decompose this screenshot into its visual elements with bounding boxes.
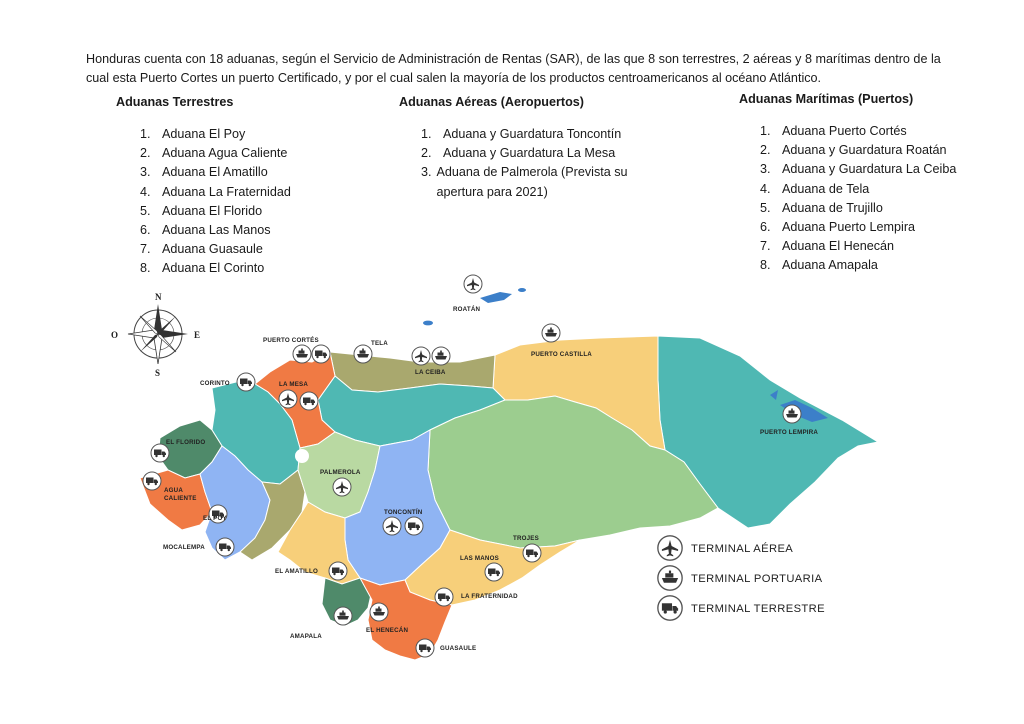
compass-s: S xyxy=(155,368,161,378)
label-roatan: ROATÁN xyxy=(453,306,481,313)
legend-land-label: TERMINAL TERRESTRE xyxy=(691,603,826,615)
intro-paragraph: Honduras cuenta con 18 aduanas, según el Servicio de Administración de Rentas (SAR), de las que 8 son terrestres, 2 aéreas y 8 marítimas dentro de la cual esta Puerto Cortes un puerto Certificado, y por el cual salen la mayoría de los productos centroamericanos al océano Atlántico. xyxy=(86,52,941,85)
list-number: 8. xyxy=(140,261,151,276)
el-florido-land-icon xyxy=(151,444,169,462)
list-number: 5. xyxy=(140,203,151,218)
compass-e: E xyxy=(194,330,201,340)
list-item-label: Aduana El Florido xyxy=(162,203,263,218)
list-item-label: Aduana y Guardatura La Mesa xyxy=(443,146,616,161)
mocalempa-land-icon xyxy=(216,538,234,556)
label-puerto-castilla: PUERTO CASTILLA xyxy=(531,351,592,358)
puerto-castilla-port-icon xyxy=(542,324,560,342)
list-number: 1. xyxy=(140,127,151,141)
list-item-label: Aduana de Tela xyxy=(782,181,870,196)
island-guanaja xyxy=(518,288,526,292)
la-mesa-air-icon xyxy=(279,390,297,408)
label-tela: TELA xyxy=(371,340,388,347)
label-la-fraternidad: LA FRATERNIDAD xyxy=(461,593,518,600)
list-item-label: Aduana y Guardatura Toncontín xyxy=(443,127,622,141)
island-roatan xyxy=(480,292,512,303)
list-number: 4. xyxy=(760,181,771,196)
compass-n: N xyxy=(155,292,162,302)
label-palmerola: PALMEROLA xyxy=(320,469,361,476)
label-el-henecan: EL HENECÁN xyxy=(366,627,409,634)
list-number: 4. xyxy=(140,184,151,199)
list-item-label: Aduana Agua Caliente xyxy=(162,146,288,161)
list-item-label: Aduana Puerto Cortés xyxy=(782,124,907,138)
island-utila xyxy=(423,321,433,326)
label-la-ceiba: LA CEIBA xyxy=(415,369,446,376)
list-item-label: Aduana El Corinto xyxy=(162,261,265,276)
label-el-amatillo: EL AMATILLO xyxy=(275,568,318,575)
terrestres-title: Aduanas Terrestres xyxy=(116,95,234,109)
la-ceiba-air-icon xyxy=(412,347,430,365)
trojes-land-icon xyxy=(523,544,541,562)
list-item-label: Aduana El Poy xyxy=(162,127,246,141)
list-item-label: Aduana El Henecán xyxy=(782,239,895,254)
list-item-label: Aduana de Palmerola (Prevista su apertura para 2021) xyxy=(436,165,628,199)
label-agua-caliente: AGUA xyxy=(164,487,184,494)
list-number: 1. xyxy=(760,124,771,138)
label-las-manos: LAS MANOS xyxy=(460,555,499,562)
legend-land-icon xyxy=(658,596,682,620)
toncontin-air-icon xyxy=(383,517,401,535)
label-puerto-cortes: PUERTO CORTÉS xyxy=(263,337,319,344)
list-number: 3. xyxy=(421,165,432,180)
roatan-air-icon xyxy=(464,275,482,293)
list-number: 3. xyxy=(760,162,771,177)
guasaule-land-icon xyxy=(416,639,434,657)
la-fraternidad-land-icon xyxy=(435,588,453,606)
list-number: 3. xyxy=(140,165,151,180)
list-number: 5. xyxy=(760,200,771,215)
list-item-label: Aduana Las Manos xyxy=(162,223,271,238)
label-amapala: AMAPALA xyxy=(290,633,322,640)
label-corinto: CORINTO xyxy=(200,380,230,387)
list-number: 6. xyxy=(140,223,151,238)
puerto-cortes-land-icon xyxy=(312,345,330,363)
map-legend xyxy=(658,536,825,620)
agua-caliente-land-icon xyxy=(143,472,161,490)
label-agua-caliente-2: CALIENTE xyxy=(164,495,197,502)
aereas-title: Aduanas Aéreas (Aeropuertos) xyxy=(399,95,584,109)
legend-port-icon xyxy=(658,566,682,590)
la-mesa-land-icon xyxy=(300,392,318,410)
list-item-label: Aduana Amapala xyxy=(782,258,878,273)
compass-o: O xyxy=(111,330,119,340)
maritimas-title: Aduanas Marítimas (Puertos) xyxy=(739,92,914,106)
label-la-mesa: LA MESA xyxy=(279,381,309,388)
list-number: 2. xyxy=(421,146,432,161)
legend-air-label: TERMINAL AÉREA xyxy=(691,543,794,555)
tela-port-icon xyxy=(354,345,372,363)
label-el-florido: EL FLORIDO xyxy=(166,439,206,446)
la-ceiba-port-icon xyxy=(432,347,450,365)
list-number: 6. xyxy=(760,220,771,235)
corinto-land-icon xyxy=(237,373,255,391)
puerto-cortes-port-icon xyxy=(293,345,311,363)
compass-rose xyxy=(111,292,200,378)
label-el-poy: EL POY xyxy=(203,515,227,522)
list-item-label: Aduana El Amatillo xyxy=(162,165,268,180)
toncontin-land-icon xyxy=(405,517,423,535)
las-manos-land-icon xyxy=(485,563,503,581)
list-number: 2. xyxy=(760,143,771,158)
label-puerto-lempira: PUERTO LEMPIRA xyxy=(760,429,819,436)
list-item-label: Aduana y Guardatura La Ceiba xyxy=(782,162,957,177)
puerto-lempira-port-icon xyxy=(783,405,801,423)
label-guasaule: GUASAULE xyxy=(440,645,477,652)
list-number: 7. xyxy=(760,239,771,254)
amapala-port-icon xyxy=(334,607,352,625)
label-toncontin: TONCONTÍN xyxy=(384,509,423,516)
list-number: 7. xyxy=(140,242,151,257)
list-item-label: Aduana Guasaule xyxy=(162,242,263,257)
list-item-label: Aduana Puerto Lempira xyxy=(782,220,916,235)
list-number: 8. xyxy=(760,258,771,273)
legend-air-icon xyxy=(658,536,682,560)
list-item-label: Aduana y Guardatura Roatán xyxy=(782,143,947,158)
list-item-label: Aduana de Trujillo xyxy=(782,200,883,215)
list-item-label: Aduana La Fraternidad xyxy=(162,184,291,199)
el-henecan-port-icon xyxy=(370,603,388,621)
list-number: 1. xyxy=(421,127,432,141)
el-amatillo-land-icon xyxy=(329,562,347,580)
list-number: 2. xyxy=(140,146,151,161)
legend-port-label: TERMINAL PORTUARIA xyxy=(691,573,823,585)
palmerola-air-icon xyxy=(333,478,351,496)
label-trojes: TROJES xyxy=(513,535,539,542)
label-mocalempa: MOCALEMPA xyxy=(163,544,205,551)
